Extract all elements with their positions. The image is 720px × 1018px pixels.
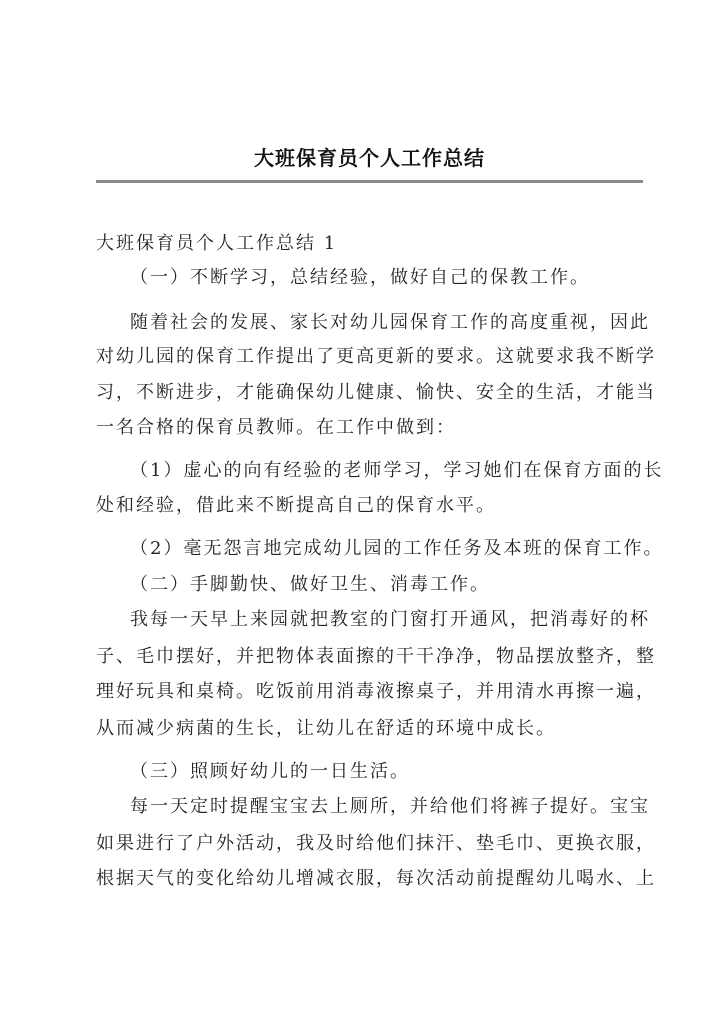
document-title: 大班保育员个人工作总结 xyxy=(254,146,485,170)
paragraph-line: 习，不断进步，才能确保幼儿健康、愉快、安全的生活，才能当 xyxy=(96,382,656,403)
paragraph-line: 子、毛巾摆好，并把物体表面擦的干干净净，物品摆放整齐，整 xyxy=(96,646,656,667)
section-heading: 大班保育员个人工作总结 1 xyxy=(96,233,338,254)
paragraph-line: 每一天定时提醒宝宝去上厕所，并给他们将裤子提好。宝宝 xyxy=(130,796,650,817)
paragraph-line: 随着社会的发展、家长对幼儿园保育工作的高度重视，因此 xyxy=(130,312,650,333)
paragraph-line: 处和经验，借此来不断提高自己的保育水平。 xyxy=(96,495,496,516)
paragraph-line: （一）不断学习，总结经验，做好自己的保教工作。 xyxy=(130,267,590,288)
paragraph-line: （1）虚心的向有经验的老师学习，学习她们在保育方面的长 xyxy=(130,460,664,481)
paragraph-line: （二）手脚勤快、做好卫生、消毒工作。 xyxy=(130,574,490,595)
title-divider xyxy=(96,180,643,183)
paragraph-line: 根据天气的变化给幼儿增减衣服，每次活动前提醒幼儿喝水、上 xyxy=(96,868,656,889)
paragraph-line: 理好玩具和桌椅。吃饭前用消毒液擦桌子，并用清水再擦一遍， xyxy=(96,681,656,702)
paragraph-line: 一名合格的保育员教师。在工作中做到： xyxy=(96,417,456,438)
paragraph-line: （三）照顾好幼儿的一日生活。 xyxy=(130,761,410,782)
paragraph-line: 如果进行了户外活动，我及时给他们抹汗、垫毛巾、更换衣服， xyxy=(96,833,656,854)
paragraph-line: 从而减少病菌的生长，让幼儿在舒适的环境中成长。 xyxy=(96,718,556,739)
paragraph-line: 对幼儿园的保育工作提出了更高更新的要求。这就要求我不断学 xyxy=(96,346,656,367)
paragraph-line: （2）毫无怨言地完成幼儿园的工作任务及本班的保育工作。 xyxy=(130,538,664,559)
paragraph-line: 我每一天早上来园就把教室的门窗打开通风，把消毒好的杯 xyxy=(130,609,650,630)
